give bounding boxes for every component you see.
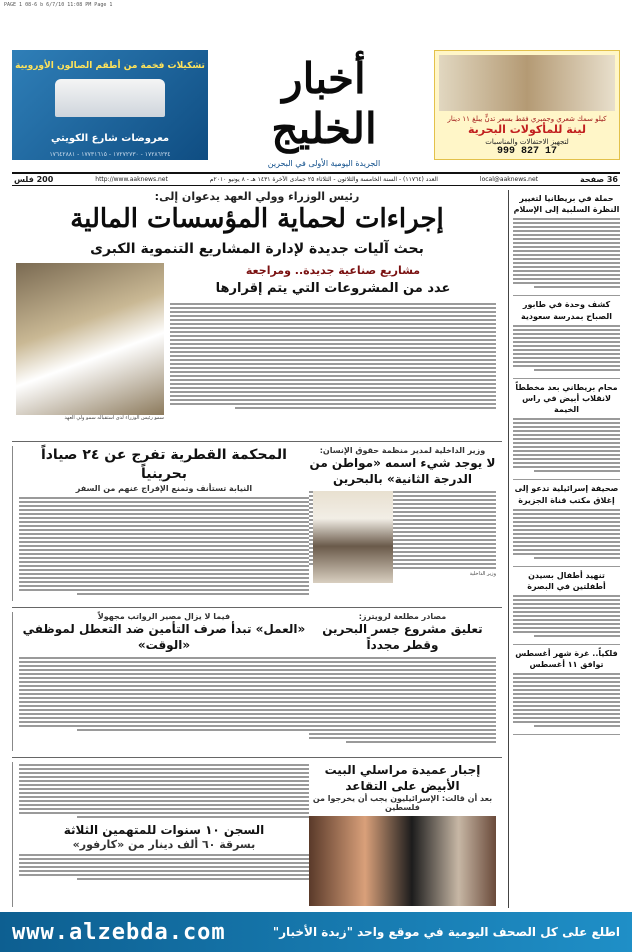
- furniture-ad[interactable]: [12, 50, 208, 160]
- whitehouse-photo[interactable]: [309, 816, 496, 906]
- banner-site[interactable]: www.alzebda.com: [12, 919, 226, 945]
- fish-image: [439, 55, 615, 111]
- body-text: [19, 764, 309, 818]
- lead-headline[interactable]: إجراءات لحماية المؤسسات المالية: [70, 204, 444, 234]
- rights-headline: لا يوجد شيء اسمه «مواطن من الدرجة الثانية» بالبحرين: [309, 455, 496, 486]
- sidebar-story[interactable]: [513, 645, 620, 735]
- seafood-ad-phone: 17 827 999: [496, 146, 558, 157]
- lead-photo-block: [12, 263, 164, 435]
- body-text: [19, 497, 309, 595]
- body-text: [513, 418, 620, 472]
- sidebar-story[interactable]: [513, 296, 620, 378]
- sidebar-story[interactable]: [513, 379, 620, 481]
- lead-photo-caption: سمو رئيس الوزراء لدى استقباله سمو ولي العهد: [64, 414, 164, 421]
- lead-body: [164, 263, 502, 435]
- logo-block[interactable]: [236, 54, 412, 168]
- sidebar-headline: صحيفة إسرائيلية تدعو إلى إغلاق مكتب قناة الجزيرة: [514, 484, 619, 505]
- body-text: [513, 673, 620, 727]
- sidebar-headline: فلكياً.. غرة شهر أغسطس توافق ١١ أغسطس: [515, 649, 618, 670]
- page-count: 36 صفحة: [579, 175, 618, 184]
- banner-message: اطلع على كل الصحف اليومية في موقع واحد "زبدة الأخبار": [272, 925, 620, 939]
- lead-story: [12, 263, 502, 435]
- second-band: [12, 441, 502, 601]
- whitehouse-headline: إجبار عميدة مراسلي البيت الأبيض على التقاعد: [324, 762, 481, 793]
- body-text: [170, 303, 496, 409]
- seafood-ad-note: لتجهيز الاحتفالات والمناسبات: [485, 138, 569, 146]
- footer-banner[interactable]: [0, 912, 632, 952]
- whitehouse-story[interactable]: [309, 762, 502, 907]
- price: 200 فلس: [14, 175, 54, 184]
- main-content: [12, 190, 502, 908]
- sidebar-headline: محام بريطاني بعد مخططاً لانقلاب أبيض في راس الخيمة: [515, 382, 618, 415]
- fourth-band: [12, 757, 502, 907]
- body-text: [19, 657, 309, 731]
- insurance-headline: «العمل» تبدأ صرف التأمين ضد التعطل لموظفي «الوقت»: [22, 621, 306, 652]
- minister-portrait[interactable]: [313, 491, 393, 583]
- sofa-image: [55, 79, 165, 117]
- website-link[interactable]: http://www.aaknews.net: [95, 176, 168, 183]
- rights-story[interactable]: [309, 446, 502, 601]
- email-link[interactable]: local@aaknews.net: [479, 176, 539, 183]
- lead-subdeck-b: عدد من المشروعات التي يتم إقرارها: [215, 281, 451, 297]
- court-sub: النيابة تستأنف وتمنع الإفراج عنهم من السفر: [75, 483, 253, 493]
- sidebar-story[interactable]: [513, 567, 620, 645]
- third-band: [12, 607, 502, 751]
- print-slug: PAGE 1 08-6 b 6/7/10 11:08 PM Page 1: [4, 2, 113, 8]
- furniture-ad-brand: معروضات شارع الكويتي: [50, 133, 170, 144]
- sidebar-column: [508, 190, 620, 908]
- body-text: [513, 595, 620, 637]
- lead-subdeck-a: مشاريع صناعية جديدة.. ومراجعة: [245, 263, 421, 277]
- logo-tagline: الجريدة اليومية الأولى في البحرين: [267, 158, 381, 168]
- bridge-headline: تعليق مشروع جسر البحرين وقطر مجدداً: [322, 621, 483, 652]
- seafood-ad-line: كيلو سمك شعري وجمبري فقط بسعر تدنٍّ يبلغ ١١ دينار: [447, 115, 607, 123]
- whitehouse-sub: بعد أن قالت: الإسرائيليون يجب أن يخرجوا من فلسطين: [312, 794, 493, 813]
- lead-deck: بحث آليات جديدة لإدارة المشاريع التنموية الكبرى: [90, 240, 424, 257]
- insurance-story[interactable]: [12, 612, 309, 751]
- seafood-ad-brand: لينة للمأكولات البحرية: [467, 123, 587, 136]
- rights-kicker: وزير الداخلية لمدير منظمة حقوق الإنسان:: [319, 445, 486, 455]
- issue-info: العدد (١١٧٦٤) - السنة الخامسة والثلاثون - الثلاثاء ٢٥ جمادى الآخرة ١٤٣١ هـ - ٨ يونيو ٢٠١٠م: [209, 176, 438, 183]
- body-text: [513, 509, 620, 559]
- lead-photo[interactable]: [16, 263, 164, 415]
- sidebar-headline: حملة في بريطانيا لتغيير النظرة السلبية إلى الإسلام: [513, 194, 620, 215]
- prison-story[interactable]: [12, 762, 309, 907]
- body-text: [19, 854, 309, 880]
- court-headline: المحكمة القطرية تفرج عن ٢٤ صياداً بحرينياً: [40, 446, 287, 482]
- minister-caption: وزير الداخلية: [469, 571, 496, 578]
- body-text: [513, 218, 620, 288]
- sidebar-headline: تنهيد أطفال بسيدن أطفلتين في البصرة: [527, 570, 606, 591]
- bridge-kicker: مصادر مطلعة لرويترز:: [358, 611, 447, 621]
- lead-kicker: رئيس الوزراء وولي العهد يدعوان إلى:: [154, 190, 360, 203]
- prison-sub: بسرقة ٦٠ ألف دينار من «كارفور»: [72, 837, 256, 851]
- furniture-ad-phones: ١٧٢٨٦٢٣٤ - ١٧٢٧٢٧٣٠ - ١٧٧٣١٦١٥ - ١٧٦٤٢٨٨١: [49, 151, 171, 158]
- sidebar-headline: كشف وحدة في طابور الصباح بمدرسة سعودية: [521, 300, 612, 321]
- seafood-ad[interactable]: [434, 50, 620, 160]
- body-text: [309, 657, 496, 743]
- body-text: [513, 325, 620, 371]
- furniture-ad-headline: تشكيلات فخمة من أطقم الصالون الأوروبية: [15, 61, 205, 71]
- folio-line: [12, 172, 620, 186]
- court-story[interactable]: [12, 446, 309, 601]
- newspaper-logo: أخبار الخليج: [271, 54, 377, 154]
- sidebar-story[interactable]: [513, 480, 620, 566]
- masthead: [12, 50, 620, 172]
- sidebar-story[interactable]: [513, 190, 620, 296]
- insurance-kicker: فيما لا يزال مصير الرواتب مجهولاً: [97, 611, 231, 621]
- bridge-story[interactable]: [309, 612, 502, 751]
- prison-headline: السجن ١٠ سنوات للمتهمين الثلاثة: [63, 822, 265, 837]
